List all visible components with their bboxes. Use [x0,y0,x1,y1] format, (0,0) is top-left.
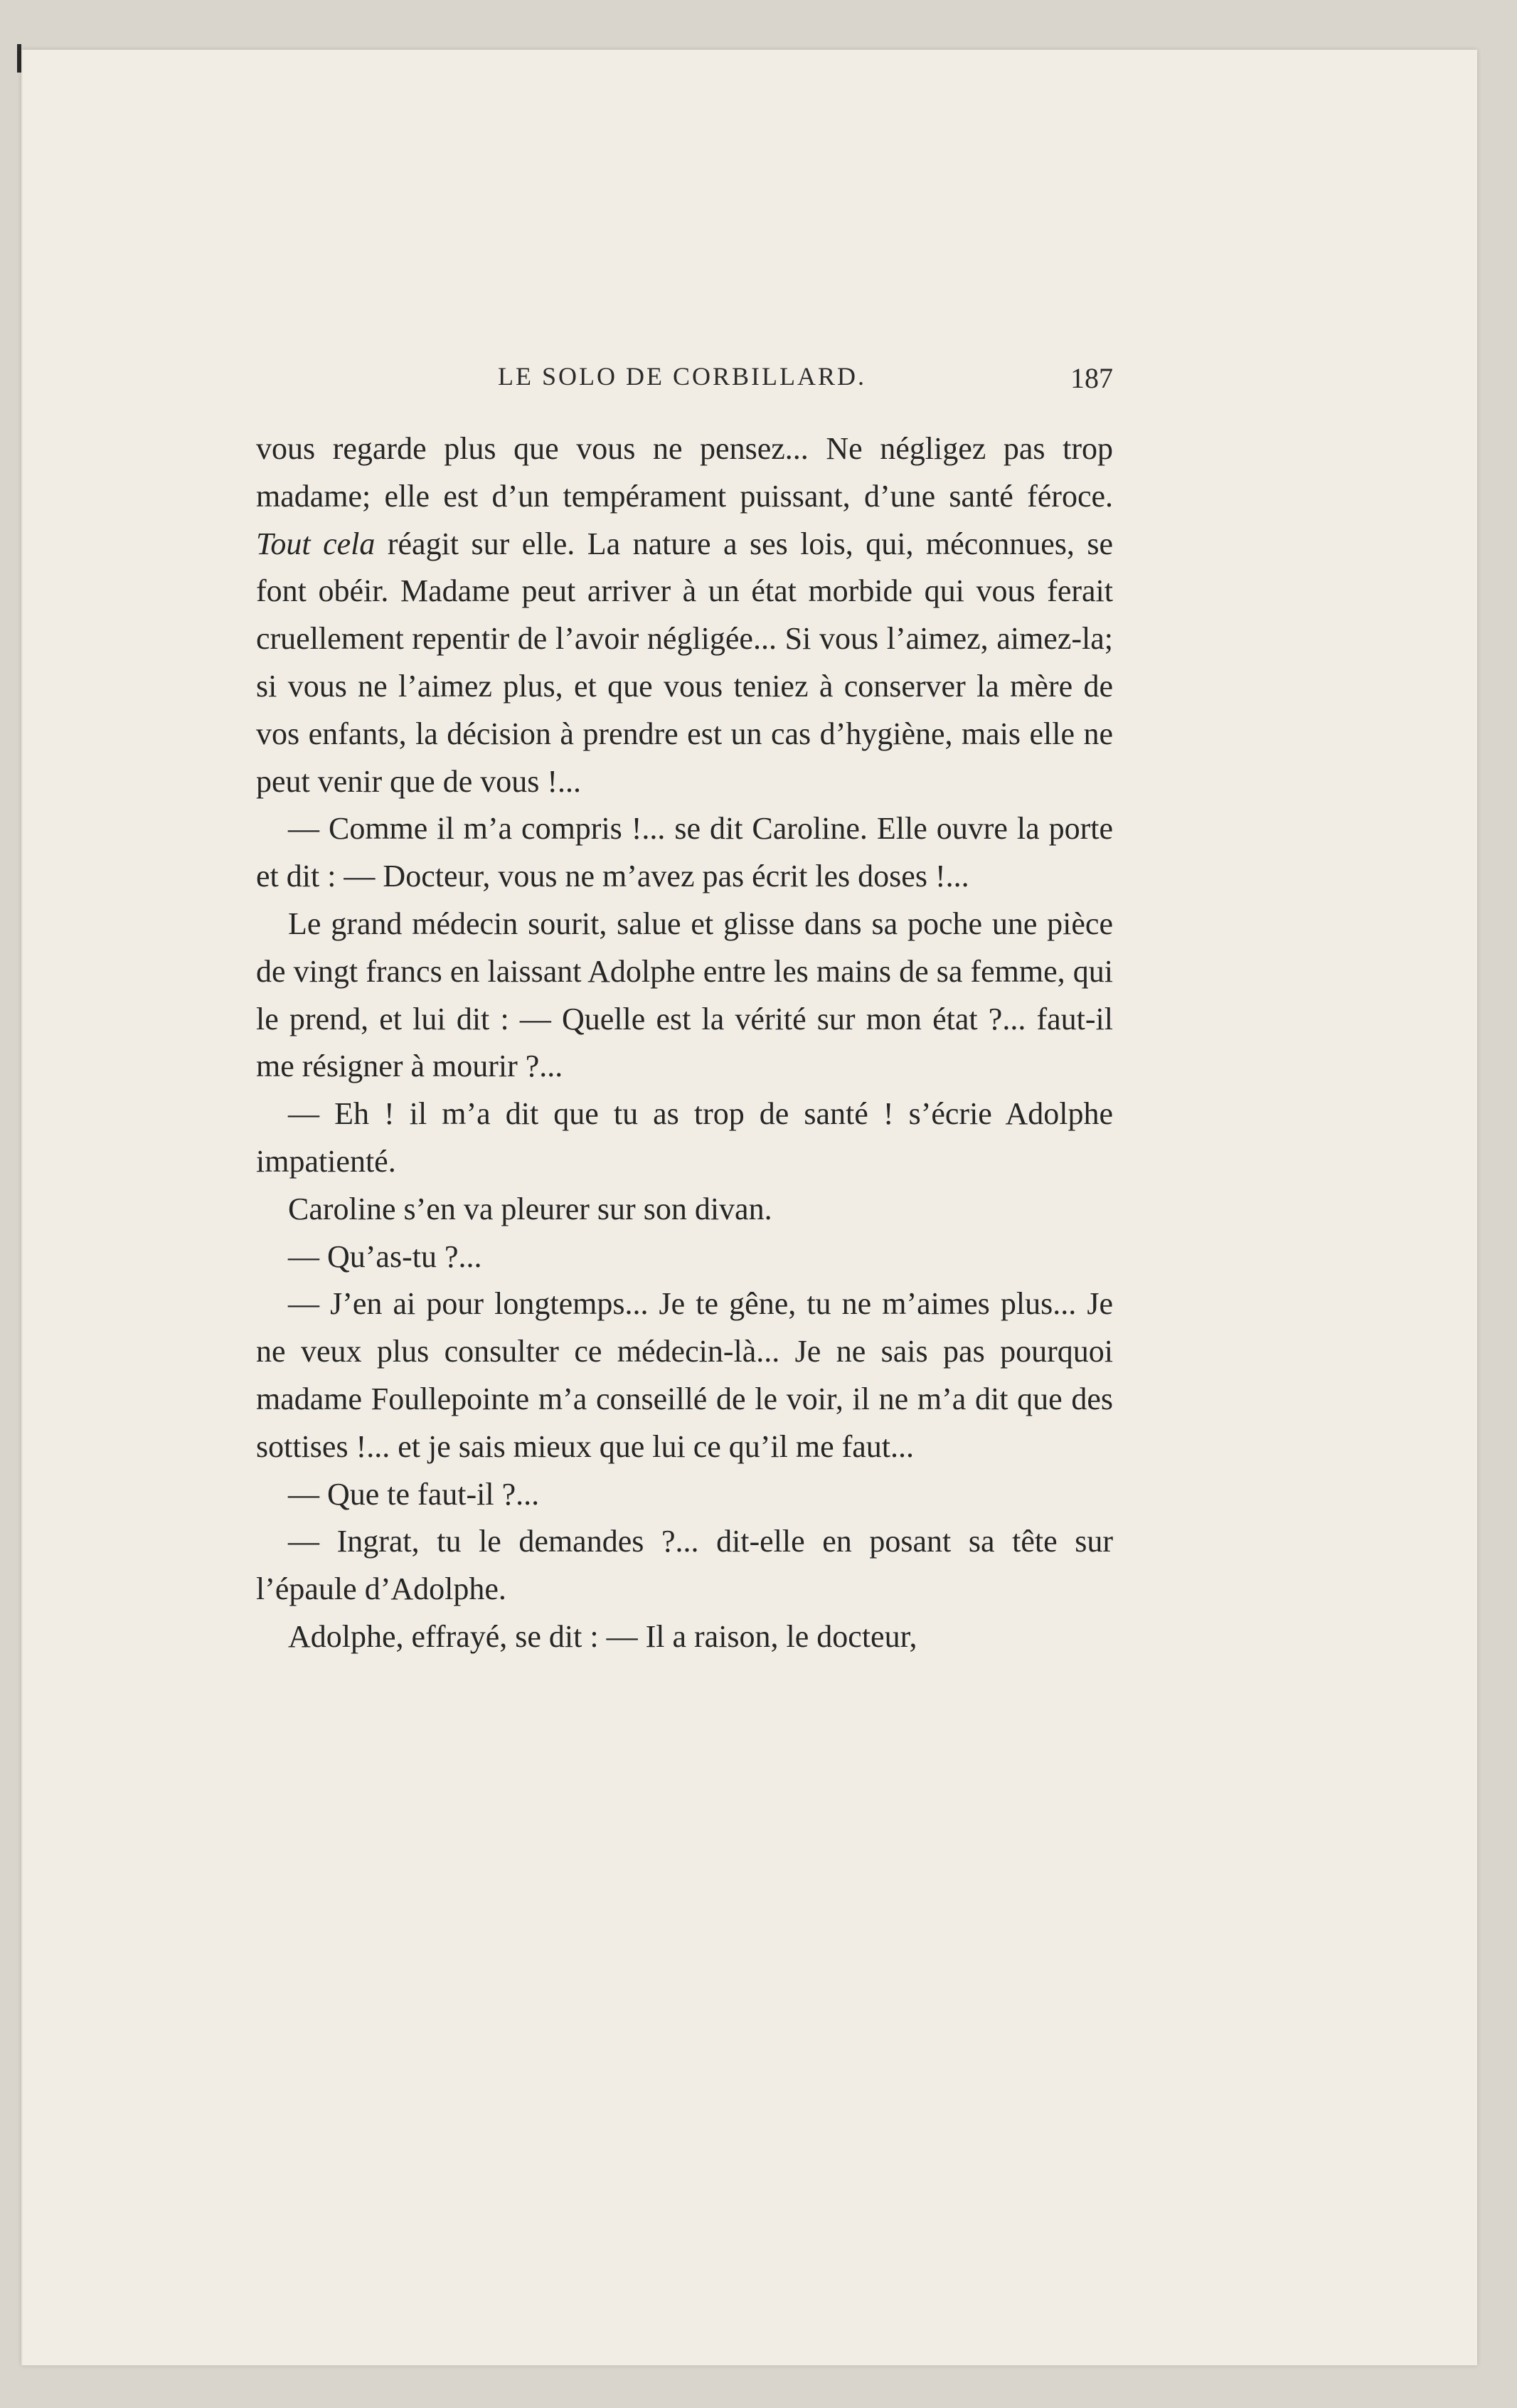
page-body [256,425,1113,1661]
paragraph-4: — Eh ! il m’a dit que tu as trop de santé ! s’écrie Adolphe impatienté. [256,1096,1113,1179]
paragraph-8: — Que te faut-il ?... [288,1476,540,1512]
paragraph-3: Le grand médecin sourit, salue et glisse dans sa poche une pièce de vingt francs en laissant Adolphe entre les mains de sa femme, qui le prend, et lui dit : — Quelle est la vérité sur mon état ?... faut-il me résigner à mourir ?... [256,906,1113,1084]
paragraph-1-text-b: réagit sur elle. La nature a ses lois, qui, méconnues, se font obéir. Madame peut arriver à un état morbide qui vous ferait cruellement repentir de l’avoir négligée... Si vous l’aimez, aimez-la; si vous ne l’aimez plus, et que vous teniez à conserver la mère de vos enfants, la décision à prendre est un cas d’hygiène, mais elle ne peut venir que de vous !... [256,526,1113,799]
paragraph-1 [256,425,1113,805]
paragraph-1-italic: Tout cela [256,526,376,561]
page-number: 187 [1070,362,1113,394]
paragraph-6: — Qu’as-tu ?... [288,1239,482,1274]
paragraph-9: — Ingrat, tu le demandes ?... dit-elle en posant sa tête sur l’épaule d’Adolphe. [256,1524,1113,1607]
page-header [242,347,1113,404]
paragraph-1-text-a: vous regarde plus que vous ne pensez... Ne négligez pas trop madame; elle est d’un tempérament puissant, d’une santé féroce. [256,431,1113,514]
running-title: LE SOLO DE CORBILLARD. [498,362,866,391]
paragraph-7: — J’en ai pour longtemps... Je te gêne, tu ne m’aimes plus... Je ne veux plus consulter ce médecin-là... Je ne sais pas pourquoi madame Foullepointe m’a conseillé de le voir, il ne m’a dit que des sottises !... et je sais mieux que lui ce qu’il me faut... [256,1286,1113,1464]
paragraph-5: Caroline s’en va pleurer sur son divan. [288,1191,772,1226]
paragraph-2: — Comme il m’a compris !... se dit Caroline. Elle ouvre la porte et dit : — Docteur, vous ne m’avez pas écrit les doses !... [256,811,1113,894]
paragraph-10: Adolphe, effrayé, se dit : — Il a raison, le docteur, [288,1618,917,1654]
